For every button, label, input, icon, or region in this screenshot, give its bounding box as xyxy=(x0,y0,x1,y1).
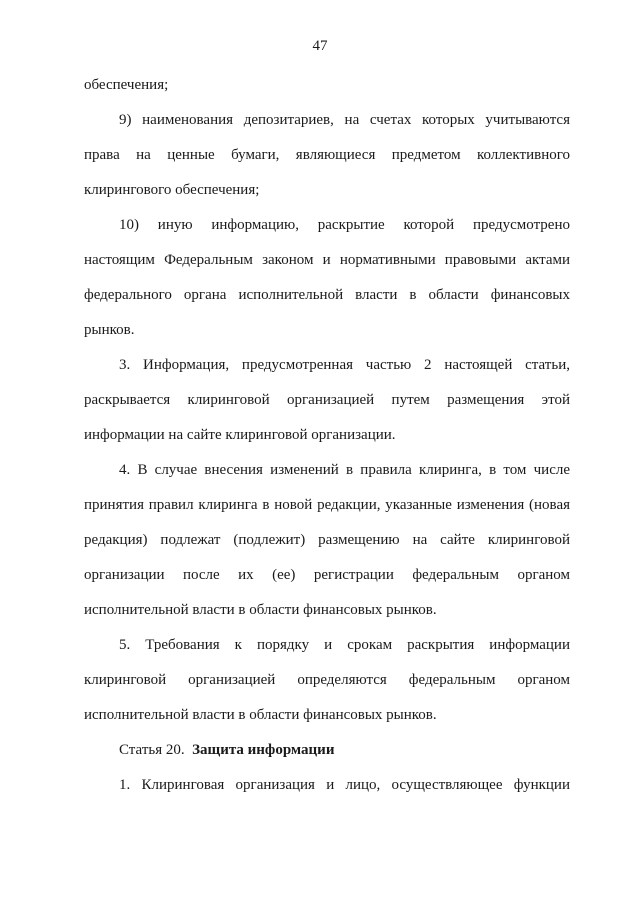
article-heading xyxy=(84,733,570,768)
text-line: права на ценные бумаги, являющиеся предметом коллективного xyxy=(84,147,570,163)
text-line: настоящим Федеральным законом и нормативными правовыми актами xyxy=(84,252,570,268)
article-prefix: Статья 20. xyxy=(119,742,185,758)
document-body xyxy=(84,68,570,803)
text-line: принятия правил клиринга в новой редакции, указанные изменения (новая xyxy=(84,497,570,513)
text-line: раскрывается клиринговой организацией путем размещения этой xyxy=(84,392,570,408)
text-line: 5. Требования к порядку и срокам раскрытия информации xyxy=(119,637,570,653)
text-line: рынков. xyxy=(84,322,135,338)
text-line: клирингового обеспечения; xyxy=(84,182,260,198)
text-line: информации на сайте клиринговой организации. xyxy=(84,427,396,443)
text-line: клиринговой организацией определяются федеральным органом xyxy=(84,672,570,688)
text-line: 4. В случае внесения изменений в правила клиринга, в том числе xyxy=(119,462,570,478)
text-line: 9) наименования депозитариев, на счетах которых учитываются xyxy=(119,112,570,128)
text-line: организации после их (ее) регистрации федеральным органом xyxy=(84,567,570,583)
text-line: 3. Информация, предусмотренная частью 2 настоящей статьи, xyxy=(119,357,570,373)
text-line: исполнительной власти в области финансовых рынков. xyxy=(84,602,437,618)
text-line: 1. Клиринговая организация и лицо, осуществляющее функции xyxy=(119,777,570,793)
text-line: редакция) подлежат (подлежит) размещению на сайте клиринговой xyxy=(84,532,570,548)
page-number: 47 xyxy=(312,38,328,54)
text-line: исполнительной власти в области финансовых рынков. xyxy=(84,707,437,723)
text-lines xyxy=(84,68,570,733)
text-line: 10) иную информацию, раскрытие которой предусмотрено xyxy=(119,217,570,233)
article-title: Защита информации xyxy=(192,742,335,758)
text-line: обеспечения; xyxy=(84,77,169,93)
text-line: федерального органа исполнительной власти в области финансовых xyxy=(84,287,570,303)
